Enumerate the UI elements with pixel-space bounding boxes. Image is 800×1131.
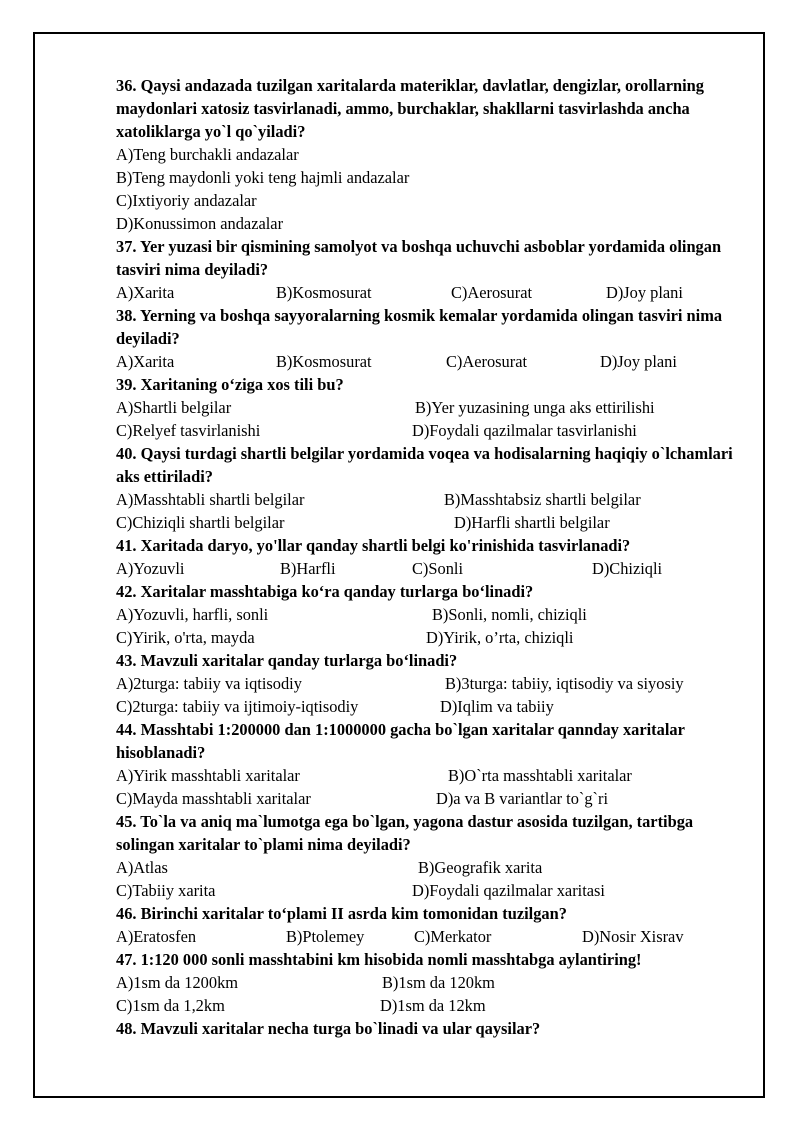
question-36: 36. Qaysi andazada tuzilgan xaritalarda materiklar, davlatlar, dengizlar, orollarning maydonlari xatosiz tasvirlanadi, ammo, burchaklar, shakllarni tasvirlashda ancha xatoliklarga yo`l qo`yiladi? xyxy=(116,76,704,141)
option-b: B)1sm da 120km xyxy=(382,973,495,992)
option-d: D)Iqlim va tabiiy xyxy=(440,697,554,716)
question-42: 42. Xaritalar masshtabiga ko‘ra qanday turlarga bo‘linadi? xyxy=(116,582,534,601)
option-b: B)3turga: tabiiy, iqtisodiy va siyosiy xyxy=(445,674,684,693)
question-44: 44. Masshtabi 1:200000 dan 1:1000000 gacha bo`lgan xaritalar qannday xaritalar hisoblanadi? xyxy=(116,720,685,762)
option-b: B)Sonli, nomli, chiziqli xyxy=(432,605,587,624)
option-c: C)Aerosurat xyxy=(451,283,533,302)
option-c: C)Ixtiyoriy andazalar xyxy=(116,191,257,210)
options-43-row1 xyxy=(116,672,736,695)
option-c: C)1sm da 1,2km xyxy=(116,996,225,1015)
question-list xyxy=(116,74,736,1040)
options-37 xyxy=(116,281,736,304)
question-46: 46. Birinchi xaritalar to‘plami II asrda kim tomonidan tuzilgan? xyxy=(116,904,567,923)
option-c: C)Aerosurat xyxy=(446,352,528,371)
question-43: 43. Mavzuli xaritalar qanday turlarga bo‘linadi? xyxy=(116,651,458,670)
option-a: A)Teng burchakli andazalar xyxy=(116,145,299,164)
option-a: A)Atlas xyxy=(116,858,168,877)
option-b: B)Geografik xarita xyxy=(418,858,543,877)
option-d: D)Konussimon andazalar xyxy=(116,214,284,233)
options-38 xyxy=(116,350,736,373)
options-44-row1 xyxy=(116,764,736,787)
option-a: A)Yozuvli, harfli, sonli xyxy=(116,605,269,624)
option-b: B)Kosmosurat xyxy=(276,283,372,302)
option-d: D)Joy plani xyxy=(606,283,683,302)
options-45-row2 xyxy=(116,879,736,902)
option-c: C)Sonli xyxy=(412,559,464,578)
option-c: C)Merkator xyxy=(414,927,492,946)
option-c: C)Mayda masshtabli xaritalar xyxy=(116,789,311,808)
option-c: C)Chiziqli shartli belgilar xyxy=(116,513,285,532)
question-45: 45. To`la va aniq ma`lumotga ega bo`lgan, yagona dastur asosida tuzilgan, tartibga solingan xaritalar to`plami nima deyiladi? xyxy=(116,812,694,854)
options-36 xyxy=(116,143,736,235)
options-39-row1 xyxy=(116,396,736,419)
options-40-row2 xyxy=(116,511,736,534)
question-39: 39. Xaritaning o‘ziga xos tili bu? xyxy=(116,375,344,394)
option-a: A)Masshtabli shartli belgilar xyxy=(116,490,305,509)
options-42-row2 xyxy=(116,626,736,649)
option-a: A)2turga: tabiiy va iqtisodiy xyxy=(116,674,302,693)
option-a: A)Xarita xyxy=(116,283,175,302)
option-b: B)Harfli xyxy=(280,559,336,578)
options-44-row2 xyxy=(116,787,736,810)
option-a: A)1sm da 1200km xyxy=(116,973,239,992)
option-a: A)Shartli belgilar xyxy=(116,398,232,417)
option-a: A)Yozuvli xyxy=(116,559,185,578)
options-46 xyxy=(116,925,736,948)
options-42-row1 xyxy=(116,603,736,626)
option-b: B)Kosmosurat xyxy=(276,352,372,371)
option-b: B)Masshtabsiz shartli belgilar xyxy=(444,490,641,509)
option-d: D)Joy plani xyxy=(600,352,677,371)
options-47-row1 xyxy=(116,971,736,994)
option-c: C)Tabiiy xarita xyxy=(116,881,216,900)
option-a: A)Eratosfen xyxy=(116,927,197,946)
option-a: A)Yirik masshtabli xaritalar xyxy=(116,766,300,785)
question-37: 37. Yer yuzasi bir qismining samolyot va boshqa uchuvchi asboblar yordamida olingan tasviri nima deyiladi? xyxy=(116,237,722,279)
options-45-row1 xyxy=(116,856,736,879)
question-40: 40. Qaysi turdagi shartli belgilar yordamida voqea va hodisalarning haqiqiy o`lchamlari aks ettiriladi? xyxy=(116,444,733,486)
option-c: C)Relyef tasvirlanishi xyxy=(116,421,261,440)
option-c: C)Yirik, o'rta, mayda xyxy=(116,628,255,647)
option-b: B)Teng maydonli yoki teng hajmli andazalar xyxy=(116,168,410,187)
option-d: D)Chiziqli xyxy=(592,559,663,578)
option-d: D)Yirik, o’rta, chiziqli xyxy=(426,628,574,647)
options-41 xyxy=(116,557,736,580)
option-b: B)Ptolemey xyxy=(286,927,365,946)
option-b: B)Yer yuzasining unga aks ettirilishi xyxy=(415,398,655,417)
question-38: 38. Yerning va boshqa sayyoralarning kosmik kemalar yordamida olingan tasviri nima deyiladi? xyxy=(116,306,723,348)
question-41: 41. Xaritada daryo, yo'llar qanday shartli belgi ko'rinishida tasvirlanadi? xyxy=(116,536,631,555)
options-40-row1 xyxy=(116,488,736,511)
option-c: C)2turga: tabiiy va ijtimoiy-iqtisodiy xyxy=(116,697,359,716)
option-d: D)Foydali qazilmalar xaritasi xyxy=(412,881,605,900)
option-d: D)Harfli shartli belgilar xyxy=(454,513,610,532)
question-48: 48. Mavzuli xaritalar necha turga bo`linadi va ular qaysilar? xyxy=(116,1019,541,1038)
option-d: D)Nosir Xisrav xyxy=(582,927,684,946)
option-d: D)a va B variantlar to`g`ri xyxy=(436,789,609,808)
option-d: D)1sm da 12km xyxy=(380,996,486,1015)
option-b: B)O`rta masshtabli xaritalar xyxy=(448,766,632,785)
option-d: D)Foydali qazilmalar tasvirlanishi xyxy=(412,421,637,440)
option-a: A)Xarita xyxy=(116,352,175,371)
options-43-row2 xyxy=(116,695,736,718)
options-47-row2 xyxy=(116,994,736,1017)
options-39-row2 xyxy=(116,419,736,442)
question-47: 47. 1:120 000 sonli masshtabini km hisobida nomli masshtabga aylantiring! xyxy=(116,950,642,969)
